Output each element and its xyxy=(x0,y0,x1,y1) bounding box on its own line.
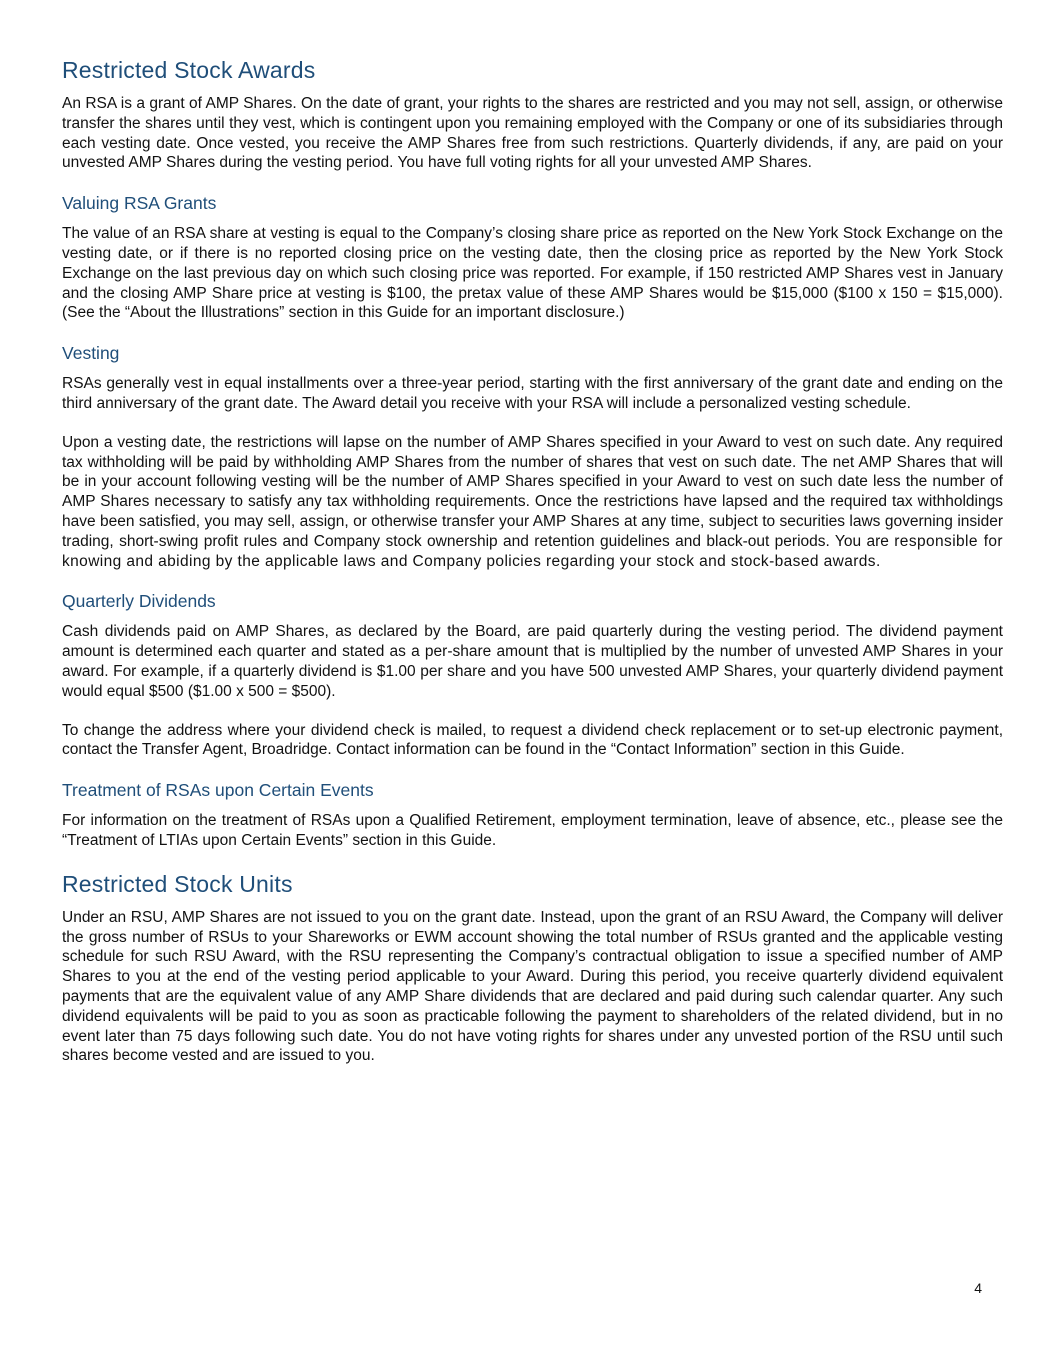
valuing-rsa-grants-heading: Valuing RSA Grants xyxy=(62,193,217,214)
vesting-paragraph-2-part-a: Upon a vesting date, the restrictions will lapse on the number of AMP Shares specified in your Award to vest on such date. Any required tax withholding will be paid by withholding AMP Shares from the number of shares that vest on such date. The net AMP Shares that will be in your account following vesting will be the number of AMP Shares specified in your Award to vest on such date less the number of AMP Shares necessary to satisfy any tax withholding requirements. Once the restrictions have lapsed and the required tax withholdings have been satisfied, you may sell, assign, or otherwise transfer your AMP Shares at any time, subject to securities laws governing insider trading, short-swing profit rules and Company stock ownership and retention guidelines and black-out periods. You are xyxy=(62,433,1003,550)
dividends-paragraph-2: To change the address where your dividend check is mailed, to request a dividend check replacement or to set-up electronic payment, contact the Transfer Agent, Broadridge. Contact information can be found in the “Contact Information” section in this Guide. xyxy=(62,721,1003,759)
vesting-paragraph-2-part-b: responsible for knowing and abiding by the applicable laws and Company policies regarding your stock and stock-based awards. xyxy=(62,532,1003,570)
page-number: 4 xyxy=(974,1280,982,1296)
treatment-paragraph: For information on the treatment of RSAs upon a Qualified Retirement, employment termination, leave of absence, etc., please see the “Treatment of LTIAs upon Certain Events” section in this Guide. xyxy=(62,812,1003,849)
treatment-heading: Treatment of RSAs upon Certain Events xyxy=(62,780,374,801)
quarterly-dividends-heading: Quarterly Dividends xyxy=(62,591,216,612)
dividends-paragraph-1: Cash dividends paid on AMP Shares, as declared by the Board, are paid quarterly during the vesting period. The dividend payment amount is determined each quarter and stated as a per-share amount that is multiplied by the number of unvested AMP Shares in your award. For example, if a quarterly dividend is $1.00 per share and you have 500 unvested AMP Shares, your quarterly dividend payment would equal $500 ($1.00 x 500 = $500). xyxy=(62,623,1003,700)
vesting-paragraph-2 xyxy=(62,433,1003,572)
valuing-paragraph: The value of an RSA share at vesting is equal to the Company’s closing share price as reported on the New York Stock Exchange on the vesting date, or if there is no reported closing price on the vesting date, then the closing price as reported by the New York Stock Exchange on the last previous day on which such closing price was reported. For example, if 150 restricted AMP Shares vest in January and the closing AMP Share price at vesting is $100, the pretax value of these AMP Shares would be $15,000 ($100 x 150 = $15,000). (See the “About the Illustrations” section in this Guide for an important disclosure.) xyxy=(62,225,1003,322)
document-page xyxy=(62,56,1003,1085)
vesting-heading: Vesting xyxy=(62,343,120,364)
rsa-heading: Restricted Stock Awards xyxy=(62,57,316,83)
rsa-intro-paragraph: An RSA is a grant of AMP Shares. On the date of grant, your rights to the shares are restricted and you may not sell, assign, or otherwise transfer the shares until they vest, which is contingent upon you remaining employed with the Company or one of its subsidiaries through each vesting date. Once vested, you receive the AMP Shares free from such restrictions. Quarterly dividends, if any, are paid on your unvested AMP Shares during the vesting period. You have full voting rights for all your unvested AMP Shares. xyxy=(62,95,1003,172)
vesting-paragraph-1: RSAs generally vest in equal installments over a three-year period, starting with the first anniversary of the grant date and ending on the third anniversary of the grant date. The Award detail you receive with your RSA will include a personalized vesting schedule. xyxy=(62,375,1003,412)
rsu-heading: Restricted Stock Units xyxy=(62,870,293,897)
rsu-paragraph: Under an RSU, AMP Shares are not issued to you on the grant date. Instead, upon the grant of an RSU Award, the Company will deliver the gross number of RSUs to your Shareworks or EWM account showing the total number of RSUs granted and the applicable vesting schedule for such RSU Award, with the RSU representing the Company’s contractual obligation to issue a specified number of AMP Shares to you at the end of the vesting period applicable to your Award. During this period, you receive quarterly dividend equivalent payments that are the equivalent value of any AMP Share dividends that are declared and paid during such calendar quarter. Any such dividend equivalents will be paid to you as soon as practicable following the payment to shareholders of the related dividend, but in no event later than 75 days following such date. You do not have voting rights for shares under any unvested portion of the RSU until such shares become vested and are issued to you. xyxy=(62,908,1003,1065)
